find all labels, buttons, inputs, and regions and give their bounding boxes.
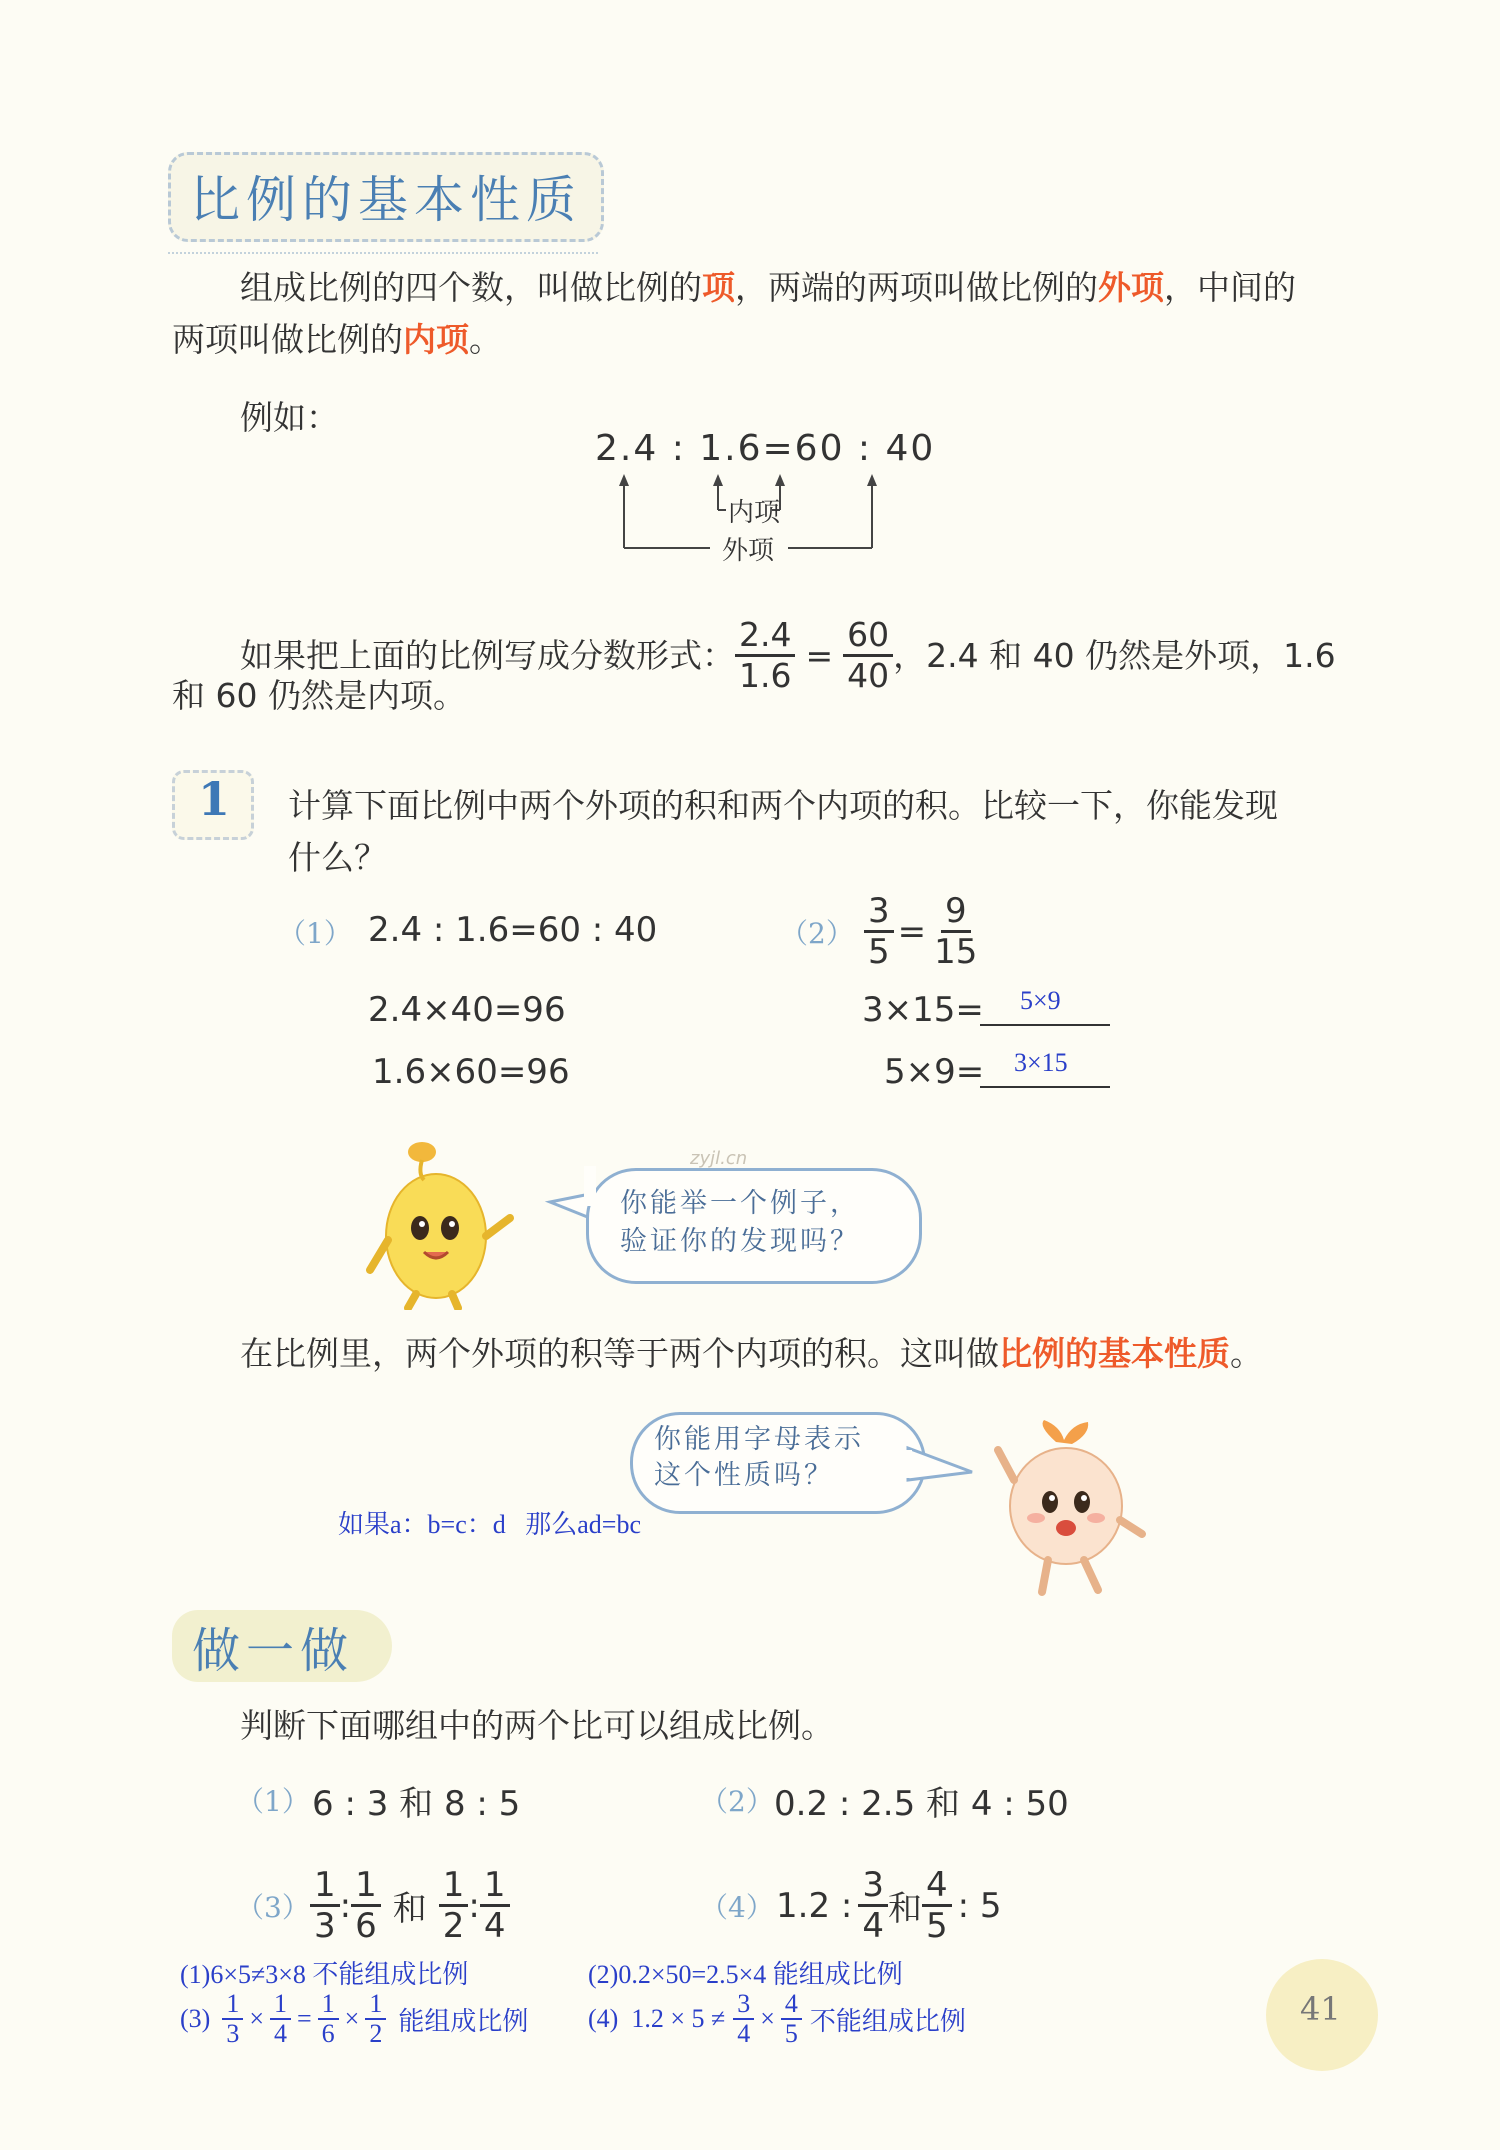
mascot-yellow-icon: [360, 1140, 520, 1310]
fraction-1-over-4: $\frac{1}{4}$: [270, 1990, 291, 2048]
intro-text: ，中间的: [1164, 268, 1296, 307]
arrow-icon: [775, 474, 785, 486]
item3-expression: [310, 1866, 510, 1945]
exercise-question-line2: 什么？: [288, 838, 387, 877]
mascot-orange-icon: [986, 1420, 1156, 1600]
fraction-1-over-3: $\frac{1}{3}$: [222, 1990, 243, 2048]
fraction-2.4-over-1.6: $\frac{2.4}{1.6}$: [735, 616, 795, 695]
part1-expression: 2.4 : 1.6=60 : 40: [368, 910, 658, 950]
fraction-1-over-2: $\frac{1}{2}$: [439, 1866, 469, 1945]
answer3-label: (3): [180, 2004, 211, 2033]
inner-term-highlight: 内项: [403, 320, 469, 359]
property-term-highlight: 比例的基本性质: [999, 1334, 1230, 1373]
answer1: (1)6×5≠3×8 不能组成比例: [180, 1960, 469, 1989]
outer-term-highlight: 外项: [1098, 268, 1164, 307]
arrow-icon: [619, 474, 629, 486]
intro-text: 。: [469, 320, 502, 359]
bubble-gap: [584, 1166, 596, 1206]
page-number: 41: [1300, 1990, 1341, 2028]
equals-sign: =: [297, 2004, 312, 2033]
fraction-text: 如果把上面的比例写成分数形式：: [240, 635, 735, 675]
colon: :: [468, 1885, 480, 1926]
bubble-tail-2: [900, 1438, 980, 1498]
fraction-3-over-4: $\frac{3}{4}$: [733, 1990, 754, 2048]
title-divider: [168, 252, 598, 254]
term-highlight: 项: [702, 268, 735, 307]
answer-blank-2: [980, 1086, 1110, 1088]
practice-title: 做一做: [192, 1623, 355, 1679]
part2-fractions: [864, 892, 981, 971]
colon: :: [339, 1885, 352, 1926]
intro-text: 组成比例的四个数，叫做比例的: [240, 268, 702, 307]
answer4-label: (4) 1.2 × 5 ≠: [588, 2004, 726, 2033]
exercise-question-line1: 计算下面比例中两个外项的积和两个内项的积。比较一下，你能发现: [288, 786, 1278, 825]
part2-calc2: 5×9=: [884, 1052, 985, 1092]
watermark: zyjl.cn: [690, 1148, 748, 1169]
example-expression: 2.4 : 1.6=60 : 40: [595, 428, 936, 469]
part2-answer2: 3×15: [1014, 1048, 1068, 1077]
section-title: 比例的基本性质: [190, 171, 582, 229]
fraction-60-over-40: $\frac{60}{40}$: [843, 616, 893, 695]
fraction-4-over-5: $\frac{4}{5}$: [922, 1866, 952, 1945]
bubble2-line1: 你能用字母表示: [654, 1424, 864, 1455]
intro-paragraph-line2: [172, 314, 502, 366]
fraction-9-over-15: $\frac{9}{15}$: [934, 891, 978, 972]
answer-blank-1: [980, 1024, 1110, 1026]
item4-expression: [776, 1866, 1002, 1945]
letter-form-answer: 如果a：b=c：d 那么ad=bc: [338, 1510, 641, 1539]
arrow-icon: [713, 474, 723, 486]
and-text: 和: [392, 1889, 427, 1929]
item1-label: （1）: [236, 1785, 310, 1818]
equals-sign: =: [805, 635, 834, 675]
answer4-conclusion: 不能组成比例: [809, 2006, 966, 2036]
answer2: (2)0.2×50=2.5×4 能组成比例: [588, 1960, 903, 1989]
part2-calc1: 3×15=: [862, 990, 984, 1030]
answer3: [180, 1990, 528, 2048]
arrow-icon: [867, 474, 877, 486]
part1-calc2: 1.6×60=96: [372, 1052, 570, 1092]
outer-label: 外项: [722, 536, 775, 566]
property-statement: [240, 1328, 1263, 1380]
fraction-1-over-3: $\frac{1}{3}$: [310, 1866, 340, 1945]
part1-calc1: 2.4×40=96: [368, 990, 566, 1030]
bubble1-line2: 验证你的发现吗？: [620, 1226, 860, 1257]
property-text: 。: [1230, 1334, 1263, 1373]
and-text: 和: [887, 1889, 922, 1929]
times-sign: ×: [344, 2004, 360, 2033]
fraction-1-over-6: $\frac{1}{6}$: [318, 1990, 339, 2048]
fraction-1-over-4: $\frac{1}{4}$: [480, 1866, 510, 1945]
item4-label: （4）: [700, 1891, 774, 1924]
item2-label: （2）: [700, 1785, 774, 1818]
times-sign: ×: [760, 2004, 775, 2033]
property-text: 在比例里，两个外项的积等于两个内项的积。这叫做: [240, 1334, 999, 1373]
practice-question: 判断下面哪组中的两个比可以组成比例。: [240, 1706, 834, 1745]
bubble1-line1: 你能举一个例子，: [620, 1188, 860, 1219]
item4-text: : 5: [957, 1885, 1002, 1926]
fraction-1-over-6: $\frac{1}{6}$: [351, 1866, 381, 1945]
item3-label: （3）: [236, 1891, 310, 1924]
fraction-3-over-5: $\frac{3}{5}$: [864, 892, 894, 971]
answer4: [588, 1990, 966, 2048]
part2-answer1: 5×9: [1020, 986, 1061, 1015]
fraction-4-over-5: $\frac{4}{5}$: [781, 1990, 802, 2048]
example-label: 例如：: [240, 398, 339, 437]
intro-text: ，两端的两项叫做比例的: [735, 268, 1098, 307]
inner-label: 内项: [728, 498, 781, 528]
equals-sign: =: [897, 911, 927, 952]
intro-paragraph-line1: [240, 262, 1360, 314]
fraction-paragraph-line2: 和 60 仍然是内项。: [172, 676, 466, 715]
fraction-3-over-4: $\frac{3}{4}$: [858, 1866, 888, 1945]
part2-label: （2）: [780, 917, 854, 950]
bubble2-line2: 这个性质吗？: [654, 1460, 834, 1491]
fraction-1-over-2: $\frac{1}{2}$: [365, 1990, 386, 2048]
part1-label: （1）: [278, 917, 352, 950]
item1-expression: 6 : 3 和 8 : 5: [312, 1784, 521, 1824]
times-sign: ×: [249, 2004, 264, 2033]
fraction-text: ，2.4 和 40 仍然是外项，1.6: [893, 635, 1336, 675]
item2-expression: 0.2 : 2.5 和 4 : 50: [774, 1784, 1069, 1824]
item4-text: 1.2 :: [776, 1885, 853, 1926]
answer3-conclusion: 能组成比例: [398, 2006, 529, 2036]
exercise-number: 1: [198, 772, 231, 826]
intro-text: 两项叫做比例的: [172, 320, 403, 359]
